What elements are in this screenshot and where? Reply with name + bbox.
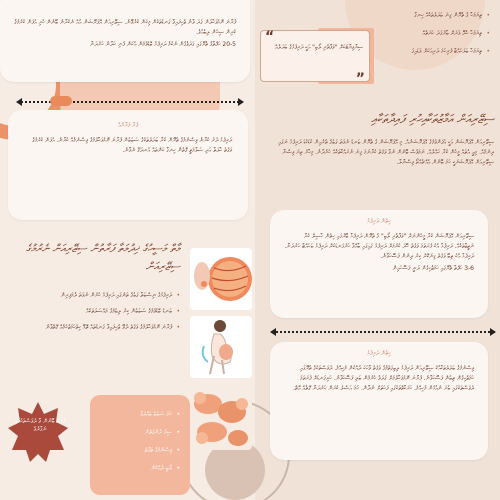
decor-blob xyxy=(50,96,72,106)
left-heading: މާތް މަސީހުގެ ޚިދުމަތާ ފަރާތުން ސިޒޭރިއަން ނެރުމުގެ ސިޒޭރިއަން xyxy=(25,242,180,273)
list-item: ތިޔަމަހާ ބަލަހައްޓާ ފުރިހަމަ ދަރިއަކަށް ވަޑައިގަ • xyxy=(360,46,490,58)
list-item: ވިސްނުމުގެ ތަފާތު • xyxy=(100,445,180,457)
peach-panel xyxy=(90,395,190,495)
card-right-mid-text: ސިޒޭރިއަން އޮޕަރޭޝަން ކުރާ މީހުންނަށް "ވަފާތެރި ލޯބި" ގެ ތެރޭން ދަރިފުޅާ ބޭރުގައި ހިތުން ހާސިލް ކުރާ ނަތީޖާތަކެއް. ދަރިފުޅާ އެކު ފުރަތަމަ ވަގުތު ހޭދަ ކުރުމަށް ދަރިފުޅު ގައިގައި ބާއްވާ ހަރުގަނޑަކަށް ދަރިފުޅު ބަހައްޓާ ހަރުދަނާ. ދަރިފުޅާ އެކު ތިބޭ ވަގުތު ގިނަކޮށް ކިރު ދިނުން ފަސޭހަވާނެ. xyxy=(284,233,474,260)
main-title: ސިޒޭރިއަން އަމާޒުތަކާއިހުރި ފައިދާތަކާއި xyxy=(371,112,494,126)
card-right-mid-number: 3-6 ހަފްތާ ތެރޭގައި ހަމަޖެހިގެން ދަނީ ފަސޭހައިން xyxy=(392,265,474,272)
left-list xyxy=(10,290,180,334)
pregnancy-illustration-cells xyxy=(190,248,252,310)
top-right-list xyxy=(360,10,490,58)
card-left-mid-title: ފުރާ ޤަރާރެއް xyxy=(117,122,139,129)
list-item: ދަރިފުޅުގެ ނިސްބަތާ ގަބުގެ ތަނުގައި ދަރިފުޅު ހުރުން ނުވަތަ ދެމަފިރިން • xyxy=(10,290,180,302)
list-item: ލޯބި ދެއްކުން • xyxy=(100,463,180,475)
card-left-top-text: ފުރާނަ ނޮޅުވަހާލަން ގަދަ ވާނެ ޖެހިފައިވާ ގަނޑުތަކުން މިކަން ކުރެވޭނެ. ސިޒޭރިއަން އޮޕަރޭޝަން އެއް ނުކުރާނެ ބޭނުން ހުރި އުފަން ކުރުމުގެ ކުރިން ސިހުން ލިބެއެވެ. xyxy=(14,19,236,36)
card-right-mid xyxy=(270,210,488,318)
pregnant-woman-illustration xyxy=(190,316,252,378)
card-right-bottom-title: ހިތުން ދަރިފުޅު xyxy=(367,350,391,357)
list-item: ސިފަ ދެނެގަތުން • xyxy=(100,427,180,439)
list-item: ހަމަ ސަބަބު ބައްލަވާ • xyxy=(100,409,180,421)
quote-box xyxy=(260,29,370,87)
card-right-mid-title: ހިތުން ދަރިފުޅު xyxy=(367,218,391,225)
main-paragraph: ސިޒޭރިއަން އޮޕަރޭޝަން އަކީ އުފަންވުމުގެ އޮޕަރޭޝަނެއް. މި އޮޕަރޭޝަން ގެ ތެރޭން ބަނޑު ނުވަތަ ގަބުގެ ތެރެއިން ކުޑަކުޑަ ދަރިފުޅު ނަގައި ދިނުމެއް. މިއީ އެތައް މީހުން ކުރާ ހައްލެއް. ނަމަވެސް ބޭނުން ނުވާ ވަގުތު ކުރާނަމަ ގިނަ ނުރައްކާތަކެއް ހުރެދާނެ. މިހާރު ތިޔަ ވިސްނާ ސިޒޭރިއަން އޮޕަރޭޝަނަކީ ހަމަ ބޭނުން އެއްޗެއްތޯ ވިސްނާލާ. xyxy=(278,139,494,166)
list-item: ބަނޑު ބޮޑުވުމުގެ ސަބަބުން ކިރު ލިބުމުގެ މައްސަލަތަކެއް • xyxy=(10,306,180,318)
seal-text: ފަރުވާ ބޭނުން ވާ ދުވަސްތަކުގައި ނަގާށެވެ xyxy=(14,418,66,433)
card-left-mid xyxy=(8,110,248,220)
card-left-mid-text: ދަރިފުޅު ދުރު ކުރާނެ ވިސްނުމުގެ ތެރޭން ކުރާ ބަދަލުތަކުގެ ސަބަބުން ފުރާނަ ނޮޅުވަހާލުމުގެ ވިސްނުމެއް ކުރާނެ. އުފަން ކުރުމުގެ ވަގުތު ހާލަތާ އަދި ސަލާމަތީ ގޮތުން ހިނގާ ކަންތައް އުނދަގޫ ނުވާނެ. xyxy=(32,137,232,154)
double-arrow-divider xyxy=(272,331,494,333)
list-item: ތިޔަމަހާ ގެ ތެރޭން ގިނަ ބަދަލުތަކެއް ހިނގާ • xyxy=(360,10,490,22)
card-left-top xyxy=(0,0,250,82)
babies-illustration xyxy=(190,384,252,450)
card-left-top-number: 20-5 ހަފްތާގެ ތެރޭގައި ގަދަވެގެން ނުކުމެ ދަރިފުޅު ބޮޑުވުމުން އެކަން ފެނި ހަދާނެ ހަރުދަނާ xyxy=(89,41,236,48)
quote-open-icon: “ xyxy=(265,29,275,45)
list-item: ފުރާނަ ނޮޅުވަހާލުމުގެ ވަގުތު ދެވޭ ޖެހިފައިވާ ގަނޑުތައް ތޮޅޭ ހިތުހަމަޖެހުމެއް ގޮތްވާނެ • xyxy=(10,322,180,334)
quote-text: ސިޔާވިޔާޓަކަށް "ވަފާތެރި ލޯބި" އަކީ ދަރިފުޅުގެ ބަދަލެއް xyxy=(274,44,363,51)
quote-close-icon: ” xyxy=(355,71,365,87)
card-right-bottom xyxy=(270,342,488,460)
list-item: ތިޔަމަހާ ހެދޭ ވަރަށް ބާރުގަދަ ހަޔަތެއް • xyxy=(360,28,490,40)
card-right-bottom-text: ވިސްނުމުގެ ބަދަލުތަކާއެކު ސިޒޭރިއަން ދަރިފުޅު ލިބިގަތުމުގެ ވަގުތު ވާހަކަ ދެއްކުން މުހިއްމު. ދުވަސްތަކުގެ ތެރޭގައި ހަމަޖެހިގެން ތިބުން ފަސޭހަވާނެ. ފުރާނަ ނޮޅުވަހާލުމަށް ގަދަވެ ހުރުމުން ބަލި ފަސޭހަވާނެ. ހަށިގަނޑަށް ފުރަތަމަ ދުވަސްތަކުގައި ބުރަ ނުއެޅުން މުހިއްމު. ހަރަކާތްތަކުގައި ފަހަތަށް ނުދާން. ހަމަ އަސްލު ކުރަން ހަރުދަނާ ގޮތެއް އޮތް. xyxy=(293,365,474,392)
